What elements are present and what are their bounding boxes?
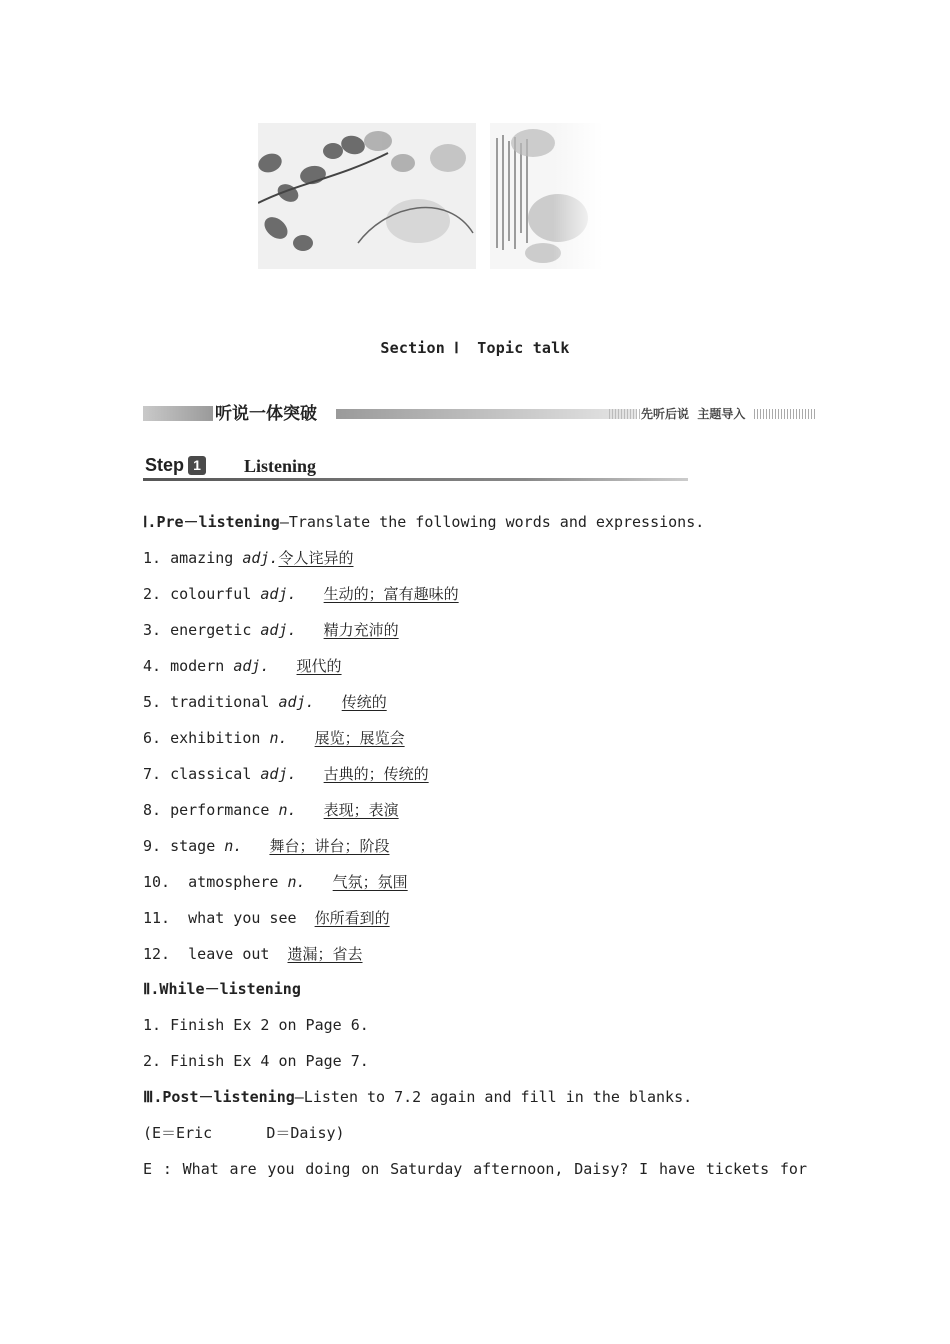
vocab-item bbox=[143, 872, 408, 892]
part1-instruction: —Translate the following words and expressions. bbox=[279, 513, 705, 531]
vocab-part-of-speech: adj. bbox=[278, 693, 315, 711]
vocab-word: atmosphere bbox=[188, 873, 279, 891]
vocab-item bbox=[143, 944, 363, 964]
vocab-item bbox=[143, 656, 342, 676]
vocab-item bbox=[143, 692, 387, 712]
vocab-word: performance bbox=[170, 801, 270, 819]
bar-stripes bbox=[609, 409, 641, 419]
vocab-item bbox=[143, 764, 429, 784]
vocab-word: modern bbox=[170, 657, 225, 675]
part1-heading-line bbox=[143, 512, 704, 532]
vocab-part-of-speech: n. bbox=[224, 837, 243, 855]
vocab-part-of-speech: n. bbox=[278, 801, 297, 819]
bar-gradient bbox=[336, 409, 636, 419]
vocab-word: classical bbox=[170, 765, 252, 783]
vocab-word: amazing bbox=[170, 549, 234, 567]
vocab-number: 3. bbox=[143, 621, 162, 639]
part3-heading-line bbox=[143, 1087, 692, 1107]
vocab-part-of-speech: n. bbox=[287, 873, 306, 891]
vocab-answer: 表现；表演 bbox=[323, 801, 399, 819]
vocab-item bbox=[143, 836, 389, 856]
vocab-word: what you see bbox=[188, 909, 297, 927]
vocab-number: 4. bbox=[143, 657, 162, 675]
vocab-answer: 现代的 bbox=[296, 657, 342, 675]
step-heading bbox=[143, 451, 688, 483]
vocab-answer: 古典的；传统的 bbox=[323, 765, 429, 783]
dialogue-key: (E＝Eric D＝Daisy) bbox=[143, 1124, 345, 1142]
vocab-answer: 展览；展览会 bbox=[314, 729, 405, 747]
vocab-number: 9. bbox=[143, 837, 162, 855]
banner-painting-image bbox=[258, 123, 603, 269]
vocab-number: 5. bbox=[143, 693, 162, 711]
bar-subtitle: 先听后说 主题导入 bbox=[641, 407, 746, 421]
step-label: Listening bbox=[244, 456, 317, 476]
section-title: Section Ⅰ Topic talk bbox=[380, 339, 570, 357]
section-header-bar bbox=[143, 403, 815, 425]
vocab-part-of-speech: n. bbox=[269, 729, 288, 747]
part3-heading: Ⅲ.Post－listening bbox=[143, 1088, 295, 1106]
vocab-part-of-speech: adj. bbox=[260, 621, 297, 639]
vocab-part-of-speech: adj. bbox=[233, 657, 270, 675]
vocab-answer: 令人诧异的 bbox=[278, 549, 354, 567]
vocab-number: 1. bbox=[143, 549, 162, 567]
vocab-answer: 你所看到的 bbox=[314, 909, 390, 927]
vocab-item bbox=[143, 908, 390, 928]
vocab-answer: 生动的；富有趣味的 bbox=[323, 585, 459, 603]
vocab-part-of-speech: adj. bbox=[242, 549, 279, 567]
step-word: Step bbox=[145, 455, 185, 475]
vocab-word: stage bbox=[170, 837, 216, 855]
vocab-number: 10. bbox=[143, 873, 171, 891]
vocab-item bbox=[143, 620, 399, 640]
vocab-word: traditional bbox=[170, 693, 270, 711]
vocab-answer: 精力充沛的 bbox=[323, 621, 399, 639]
vocab-item bbox=[143, 800, 399, 820]
part3-instruction: —Listen to 7.2 again and fill in the blanks. bbox=[294, 1088, 693, 1106]
vocab-answer: 遗漏；省去 bbox=[287, 945, 363, 963]
part2-item: 2. Finish Ex 4 on Page 7. bbox=[143, 1052, 369, 1070]
vocab-number: 8. bbox=[143, 801, 162, 819]
vocab-number: 11. bbox=[143, 909, 171, 927]
vocab-answer: 舞台；讲台；阶段 bbox=[269, 837, 390, 855]
vocab-word: energetic bbox=[170, 621, 252, 639]
step-underline bbox=[143, 478, 688, 481]
vocab-word: leave out bbox=[188, 945, 270, 963]
vocab-number: 12. bbox=[143, 945, 171, 963]
vocab-number: 7. bbox=[143, 765, 162, 783]
dialogue-line: E : What are you doing on Saturday afternoon, Daisy? I have tickets for bbox=[143, 1160, 807, 1178]
vocab-answer: 传统的 bbox=[341, 693, 387, 711]
vocab-item bbox=[143, 548, 353, 568]
vocab-number: 6. bbox=[143, 729, 162, 747]
vocab-part-of-speech: adj. bbox=[260, 585, 297, 603]
vocab-number: 2. bbox=[143, 585, 162, 603]
part2-heading: Ⅱ.While－listening bbox=[143, 980, 301, 998]
vocab-part-of-speech: adj. bbox=[260, 765, 297, 783]
bar-stripes-end bbox=[754, 409, 815, 419]
step-number-badge: 1 bbox=[188, 456, 206, 475]
part2-item: 1. Finish Ex 2 on Page 6. bbox=[143, 1016, 369, 1034]
bar-left-block bbox=[143, 406, 213, 421]
vocab-item bbox=[143, 728, 405, 748]
part1-heading: Ⅰ.Pre－listening bbox=[143, 513, 280, 531]
vocab-word: exhibition bbox=[170, 729, 261, 747]
vocab-word: colourful bbox=[170, 585, 252, 603]
vocab-answer: 气氛；氛围 bbox=[332, 873, 408, 891]
vocab-item bbox=[143, 584, 459, 604]
bar-title: 听说一体突破 bbox=[215, 404, 317, 424]
